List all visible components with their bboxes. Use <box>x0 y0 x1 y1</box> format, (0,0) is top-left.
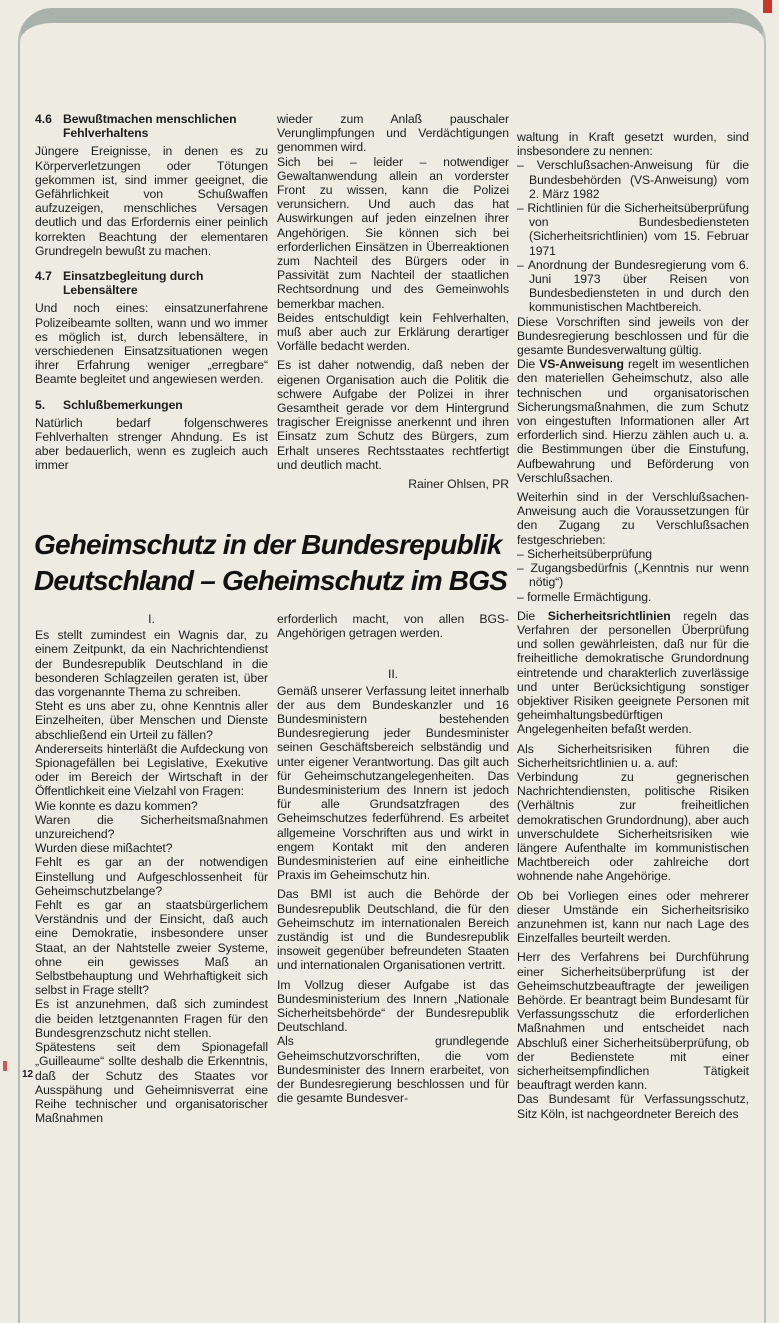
section-heading <box>35 112 268 140</box>
article-main-column-2 <box>277 612 509 1106</box>
text-block: Es ist daher notwendig, daß neben der eigenen Organisation auch die Politik die schwere Aufgabe der Polizei in ihrer Gesamtheit gerade vor dem Hintergrund tragischer Ereignisse anerkennt und ihren Einsatz zum Schutz des Bürgers, zum Erhalt unseres Rechtsstaates rechtfertigt und deutlich macht. <box>277 358 509 472</box>
text-block: Jüngere Ereignisse, in denen es zu Körperverletzungen oder Tötungen gekommen ist, sind immer geeignet, die Gefährlichkeit von Schußwaffen aufzuzeigen, menschliches Versagen deutlich und das Erfordernis einer peinlich korrekten Beachtung der elementaren Grundregeln bewußt zu machen. <box>35 144 268 258</box>
text-block: – Sicherheitsüberprüfung <box>517 546 652 561</box>
text-block: Das Bundesamt für Verfassungsschutz, Sitz Köln, ist nachgeordneter Bereich des <box>517 1092 749 1121</box>
text-block: Wurden diese mißachtet? <box>35 841 173 856</box>
text-block: II. <box>387 667 398 682</box>
text-block: Die Sicherheitsrichtlinien regeln das Verfahren der personellen Überprüfung und sollen gewährleisten, daß nur für die freiheitliche demokratische Grundordnung eintretende und charakterlich zuverlässige und unter Berücksichtigung sonstiger objektiver Risiken geeignete Personen mit geheimhaltungsbedürftigen Angelegenheiten befaßt werden. <box>517 608 749 737</box>
section-heading <box>35 269 268 297</box>
text-block: Fehlt es gar an staatsbürgerlichem Verständnis und der Einsicht, daß auch eine Demokratie, insbesondere unser Staat, an der Nahtstelle zweier Systeme, ohne ein gewisses Maß an Selbstbehauptung und Wehrhaftigkeit sich selbst in Frage stellt? <box>35 898 268 998</box>
text-block: Ob bei Vorliegen eines oder mehrerer dieser Umstände ein Sicherheitsrisiko anzunehmen ist, kann nur nach Lage des Einzelfalles beurteilt werden. <box>517 888 749 946</box>
text-block: Weiterhin sind in der Verschlußsachen-Anweisung auch die Voraussetzungen für den Zugang zu Verschlußsachen festgeschrieben: <box>517 490 749 547</box>
section-heading <box>35 398 268 412</box>
text-block: waltung in Kraft gesetzt wurden, sind insbesondere zu nennen: <box>517 130 749 159</box>
text-block: Diese Vorschriften sind jeweils von der Bundesregierung beschlossen und für die gesamte Bundesverwaltung gültig. <box>517 314 749 358</box>
text-block: Und noch eines: einsatzunerfahrene Polizeibeamte sollten, wann und wo immer es möglich ist, durch lebensältere, in verschiedenen Einsatzsituationen wegen ihrer Erfahrung weniger „erregbare“ Beamte begleitet und angewiesen werden. <box>35 301 268 387</box>
text-block: – Richtlinien für die Sicherheitsüberprüfung von Bundesbediensteten (Sicherheitsrichtlinien) vom 15. Februar 1971 <box>517 201 749 258</box>
article-headline <box>34 527 524 599</box>
text-block: Im Vollzug dieser Aufgabe ist das Bundesministerium des Innern „Nationale Sicherheitsbehörde“ der Bundesrepublik Deutschland. <box>277 977 509 1035</box>
text-block: – Zugangsbedürfnis („Kenntnis nur wenn nötig“) <box>517 561 749 590</box>
text-block: Herr des Verfahrens bei Durchführung einer Sicherheitsüberprüfung ist der Geheimschutzbeauftragte der jeweiligen Behörde. Er beantragt beim Bundesamt für Verfassungsschutz die erforderlichen Maßnahmen und entscheidet nach Abschluß einer Sicherheitsüberprüfung, ob der Bedienstete mit einer sicherheitsempfindlichen Tätigkeit beauftragt werden kann. <box>517 950 749 1093</box>
text-block: Natürlich bedarf folgenschweres Fehlverhalten strenger Ahndung. Es ist aber bedauerlich, wenn es zugleich auch immer <box>35 415 268 473</box>
text-block: Sich bei – leider – notwendiger Gewaltanwendung allein an vorderster Front zu wissen, kann die Polizei verunsichern. Und auch das hat Auswirkungen auf jeden einzelnen ihrer Angehörigen. Sie können sich bei erforderlichen Einsätzen in Überreaktionen zum Nachteil des Bürgers oder in Passivität zum Nachteil der staatlichen Rechtsordnung und des Gemeinwohls bemerkbar machen. <box>277 154 509 311</box>
red-registration-mark-top <box>763 0 772 13</box>
text-block: – formelle Ermächtigung. <box>517 589 652 604</box>
page-number: 12 <box>22 1069 34 1080</box>
heading-number: 4.6 <box>35 112 52 126</box>
text-block: Fehlt es gar an der notwendigen Einstellung und Aufgeschlossenheit für Geheimschutzbelange? <box>35 855 268 898</box>
heading-title: Bewußtmachen menschlichen Fehlverhaltens <box>63 112 237 141</box>
text-block: Das BMI ist auch die Behörde der Bundesrepublik Deutschland, die für den Geheimschutz im internationalen Bereich zuständig ist und die Bundesrepublik insoweit gegenüber befreundeten Staaten und internationalen Organisationen vertritt. <box>277 887 509 973</box>
text-block: Als grundlegende Geheimschutzvorschriften, die vom Bundesminister des Innern erarbeitet, von der Bundesregierung beschlossen und für die gesamte Bundesver- <box>277 1034 509 1106</box>
text-block: Gemäß unserer Verfassung leitet innerhalb der aus dem Bundeskanzler und 16 Bundesministern bestehenden Bundesregierung jeder Bundesminister seinen Geschäftsbereich selbständig und unter eigener Verantwortung. Das gilt auch für Geheimschutzangelegenheiten. Das Bundesministerium des Innern ist jedoch für alle Grundsatzfragen des Geheimschutzes federführend. Es arbeitet allgemeine Vorschriften aus und wirkt in engem Kontakt mit den anderen Bundesministerien auf eine einheitliche Praxis im Geheimschutz hin. <box>277 683 509 883</box>
text-block: – Verschlußsachen-Anweisung für die Bundesbehörden (VS-Anweisung) vom 2. März 1982 <box>517 158 749 201</box>
text-block: Rainer Ohlsen, PR <box>408 477 509 492</box>
headline-line-2: Deutschland – Geheimschutz im BGS <box>34 565 508 596</box>
headline-line-1: Geheimschutz in der Bundesrepublik <box>34 529 502 560</box>
text-block: Waren die Sicherheitsmaßnahmen unzureichend? <box>35 812 268 842</box>
text-block: Steht es uns aber zu, ohne Kenntnis aller Einzelheiten, über Menschen und Dienste abschließend ein Urteil zu fällen? <box>35 699 268 742</box>
text-block: Es stellt zumindest ein Wagnis dar, zu einem Zeitpunkt, da ein Nachrichtendienst der Bundesrepublik Deutschland in die besonderen Schlagzeilen geraten ist, über das vorgenannte Thema zu schreiben. <box>35 628 268 700</box>
text-block: Die VS-Anweisung regelt im wesentlichen den materiellen Geheimschutz, also alle technischen und organisatorischen Sicherungsmaßnahmen, die zum Schutz von eingestuften Informationen aller Art erforderlich sind. Hierzu zählen auch u. a. die Bestimmungen über die Einstufung, Aufbewahrung und Beförderung von Verschlußsachen. <box>517 357 749 485</box>
text-block: Andererseits hinterläßt die Aufdeckung von Spionagefällen bei Legislative, Exekutive oder im Bereich der Wirtschaft in der Öffentlichkeit eine Vielzahl von Fragen: <box>35 741 268 799</box>
text-block: Verbindung zu gegnerischen Nachrichtendiensten, politische Risiken (Verhältnis zur freiheitlichen demokratischen Grundordnung), aber auch unverschuldete Sicherheitsrisiken wie längere Aufenthalte im kommunistischen Machtbereich oder zahlreiche dort wohnende nahe Angehörige. <box>517 769 749 884</box>
article-main-column-1 <box>35 612 268 1125</box>
heading-number: 5. <box>35 397 46 412</box>
red-registration-mark-left <box>3 1061 7 1071</box>
text-block: wieder zum Anlaß pauschaler Verunglimpfungen und Verdächtigungen genommen wird. <box>277 112 509 155</box>
text-block: I. <box>148 612 155 626</box>
text-block: – Anordnung der Bundesregierung vom 6. Juni 1973 über Reisen von Bundesbediensteten in und durch den kommunistischen Machtbereich. <box>517 257 749 315</box>
text-block: Spätestens seit dem Spionagefall „Guilleaume“ sollte deshalb die Erkenntnis, daß der Schutz des Staates vor Ausspähung und Geheimnisverrat eine Reihe technischer und organisatorischer Maßnahmen <box>35 1040 268 1126</box>
article-main-column-3 <box>517 130 749 1121</box>
article-top-column-1 <box>35 112 268 473</box>
text-block: Beides entschuldigt kein Fehlverhalten, muß aber auch zur Erklärung derartiger Vorfälle bedacht werden. <box>277 310 509 354</box>
text-block: erforderlich macht, von allen BGS-Angehörigen getragen werden. <box>277 612 509 641</box>
heading-number: 4.7 <box>35 269 52 284</box>
text-block: Es ist anzunehmen, daß sich zumindest die beiden letztgenannten Fragen für den Bundesgrenzschutz nicht stellen. <box>35 997 268 1040</box>
text-block: Wie konnte es dazu kommen? <box>35 798 198 813</box>
text-block: Als Sicherheitsrisiken führen die Sicherheitsrichtlinien u. a. auf: <box>517 741 749 770</box>
article-top-column-2 <box>277 112 509 491</box>
heading-title: Schlußbemerkungen <box>63 397 183 412</box>
heading-title: Einsatzbegleitung durch Lebensältere <box>63 269 204 298</box>
